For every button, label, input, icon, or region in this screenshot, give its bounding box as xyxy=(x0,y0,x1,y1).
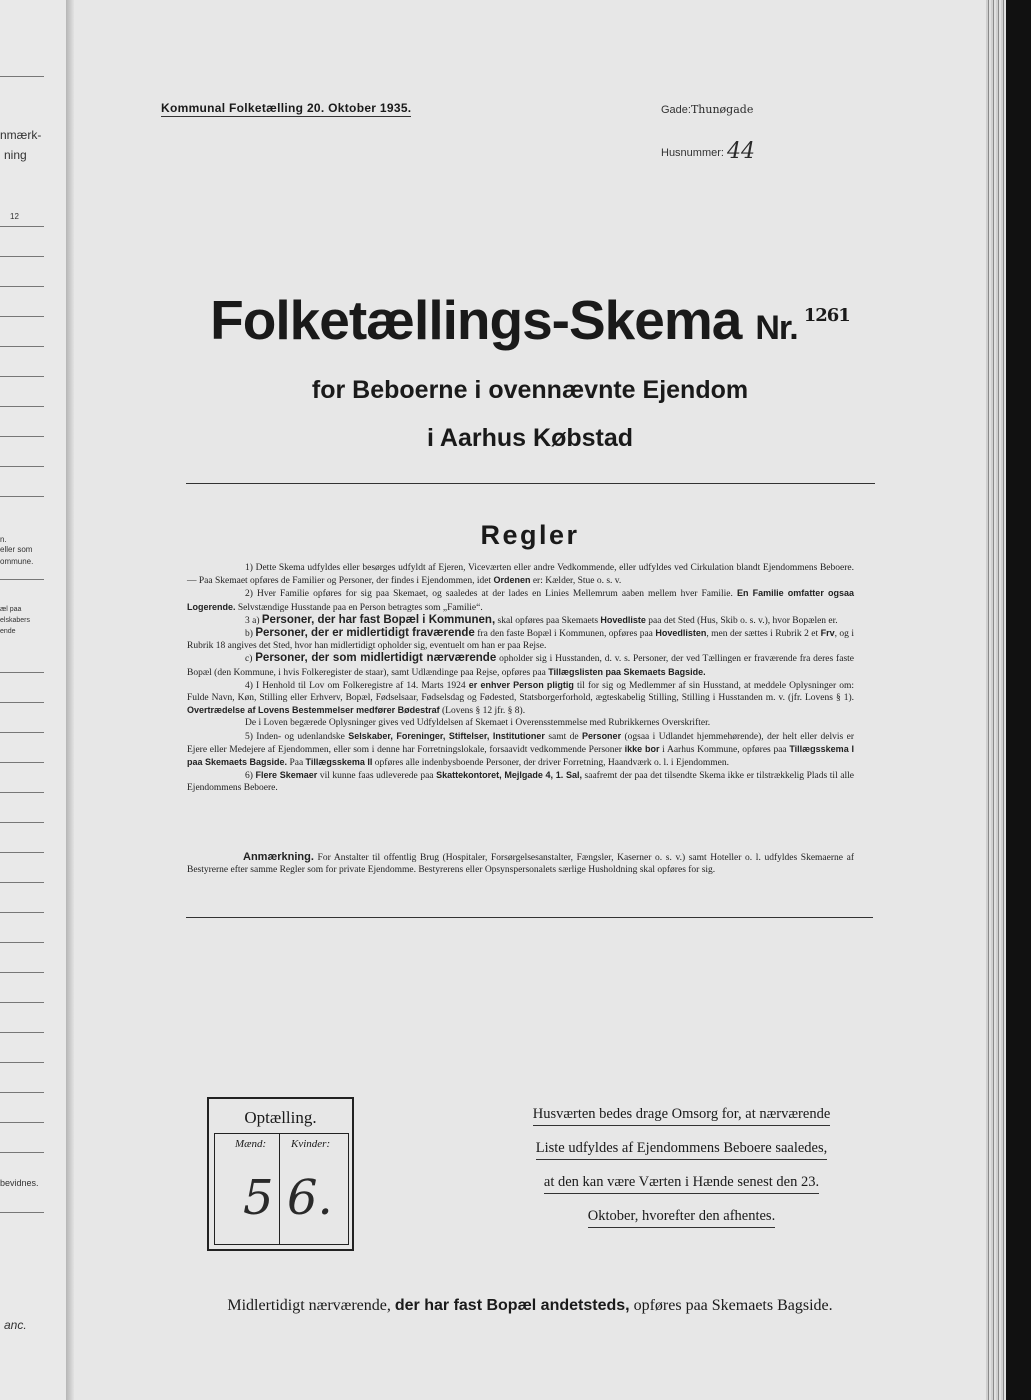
women-count: 6. xyxy=(287,1170,333,1226)
background-edge xyxy=(1006,0,1031,1400)
footer-part-2: der har fast Bopæl andetsteds, xyxy=(394,1297,630,1314)
left-rule xyxy=(0,822,44,823)
left-rule xyxy=(0,406,44,407)
rule-1: 1) Dette Skema udfyldes eller besørges udfyldt af Ejeren, Viceværten eller andre Vedkommende, eller udfyldes ved Cirkulation blandt Ejendommens Beboere. — Paa Skemaet opføres de Familier og Personer, der findes i Ejendommen, idet Ordenen er: Kælder, Stue o. s. v. xyxy=(187,563,854,587)
left-fragment: anc. xyxy=(4,1318,27,1332)
form-number-value: 1261 xyxy=(803,305,850,326)
notice-line: Oktober, hvorefter den afhentes. xyxy=(588,1208,775,1228)
rule-3a: 3 a) Personer, der har fast Bopæl i Kommunen, skal opføres paa Skemaets Hovedliste paa det Sted (Hus, Skib o. s. v.), hvor Bopælen er. xyxy=(245,613,838,626)
footer-note xyxy=(74,1297,986,1315)
form-title xyxy=(74,288,986,352)
left-rule xyxy=(0,942,44,943)
remark-lead: Anmærkning. xyxy=(243,851,314,863)
left-rule xyxy=(0,1002,44,1003)
notice-line: Husværten bedes drage Omsorg for, at nærværende xyxy=(533,1106,831,1126)
left-rule xyxy=(0,226,44,227)
left-rule xyxy=(0,436,44,437)
count-title: Optælling. xyxy=(244,1108,317,1127)
count-table xyxy=(214,1133,349,1245)
left-rule xyxy=(0,762,44,763)
form-subtitle-1: for Beboerne i ovennævnte Ejendom xyxy=(311,376,749,404)
landlord-notice xyxy=(509,1106,854,1242)
left-rule xyxy=(0,792,44,793)
street-label: Gade: xyxy=(661,104,691,116)
rules-heading: Regler xyxy=(480,520,580,550)
street-field xyxy=(661,103,753,116)
left-rule xyxy=(0,702,44,703)
left-fragment: bevidnes. xyxy=(0,1178,39,1188)
women-label: Kvinder: xyxy=(291,1138,331,1150)
left-rule xyxy=(0,579,44,580)
left-fragment: æl paa xyxy=(0,606,22,613)
left-rule xyxy=(0,1092,44,1093)
street-value: Thunøgade xyxy=(690,103,754,116)
census-date-header: Kommunal Folketælling 20. Oktober 1935. xyxy=(161,101,412,115)
men-label: Mænd: xyxy=(235,1138,267,1150)
left-rule xyxy=(0,882,44,883)
left-rule xyxy=(0,1152,44,1153)
left-rule xyxy=(0,912,44,913)
divider-bottom xyxy=(186,917,873,918)
footer-part-1: Midlertidigt nærværende, xyxy=(227,1297,395,1314)
left-rule xyxy=(0,852,44,853)
count-box xyxy=(207,1097,354,1251)
house-number-field xyxy=(661,139,755,164)
rule-3c: c) Personer, der som midlertidigt nærværende opholder sig i Husstanden, d. v. s. Personer, der ved Tællingen er fraværende fra deres faste Bopæl (den Kommune, i hvis Folkeregister de staar), samt Udlændinge paa Rejse, opføres paa Tillægslisten paa Skemaets Bagside. xyxy=(187,652,854,678)
rule-2: 2) Hver Familie opføres for sig paa Skemaet, og saaledes at der lades en Linies Mellemrum aaben mellem hver Familie. En Familie omfatter ogsaa Logerende. Selvstændige Husstande paa en Person betragtes som „Familie“. xyxy=(187,588,855,613)
left-fragment: elskabers xyxy=(0,617,30,624)
page-edges xyxy=(986,0,1006,1400)
left-fragment: nmærk- xyxy=(0,128,42,142)
left-rule xyxy=(0,496,44,497)
notice-line: at den kan være Værten i Hænde senest den 23. xyxy=(544,1174,819,1194)
form-title-text: Folketællings-Skema xyxy=(210,289,742,351)
census-form-page xyxy=(74,0,986,1400)
rule-4: 4) I Henhold til Lov om Folkeregistre af 14. Marts 1924 er enhver Person pligtig til for sig og Medlemmer af sin Husstand, at meddele Oplysninger om: Fulde Navn, Køn, Stilling eller Erhverv, Bopæl, Fødselsaar, Fødselsdag og Fødested, Statsborgerforhold, ægteskabelig Stilling, Stilling i Husstanden m. v. (jfr. Lovens § 1). Overtrædelse af Lovens Bestemmelser medfører Bødestraf (Lovens § 12 jfr. § 8). xyxy=(187,679,855,717)
book-spine xyxy=(66,0,74,1400)
men-count: 5 xyxy=(243,1170,274,1226)
notice-line: Liste udfyldes af Ejendommens Beboere saaledes, xyxy=(536,1140,828,1160)
form-number-label: Nr. xyxy=(755,309,798,347)
rule-3b: b) Personer, der er midlertidigt fraværende fra den faste Bopæl i Kommunen, opføres paa Hovedlisten, men der sættes i Rubrik 2 et Frv, og i Rubrik 18 angives det Sted, hvor han midlertidigt opholder sig, eventuelt om han er paa Rejse. xyxy=(187,627,854,652)
house-number-value: 44 xyxy=(727,139,756,164)
left-rule xyxy=(0,256,44,257)
left-rule xyxy=(0,972,44,973)
rule-4-note: De i Loven begærede Oplysninger gives ved Udfyldelsen af Skemaet i Overensstemmelse med Rubrikkernes Overskrifter. xyxy=(245,718,711,729)
left-fragment: 12 xyxy=(10,212,19,221)
left-page-strip xyxy=(0,0,69,1400)
left-rule xyxy=(0,76,44,77)
count-divider xyxy=(279,1134,280,1244)
left-rule xyxy=(0,286,44,287)
left-fragment: ning xyxy=(4,148,27,162)
left-rule xyxy=(0,672,44,673)
left-rule xyxy=(0,316,44,317)
left-fragment: eller som xyxy=(0,545,33,554)
left-rule xyxy=(0,1032,44,1033)
remark-text: For Anstalter til offentlig Brug (Hospitaler, Forsørgelsesanstalter, Fængsler, Kaserner o. s. v.) samt Hoteller o. l. udfyldes Skemaerne af Bestyrerne efter samme Regler som for private Ejendomme. Bestyrerens eller Opsynspersonalets særlige Husholdning skal opføres for sig. xyxy=(187,853,854,876)
left-rule xyxy=(0,1062,44,1063)
left-rule xyxy=(0,466,44,467)
footer-part-3: opføres paa Skemaets Bagside. xyxy=(629,1297,833,1314)
remark-block xyxy=(187,851,854,876)
rule-6: 6) Flere Skemaer vil kunne faas udleverede paa Skattekontoret, Mejlgade 4, 1. Sal, saafremt der paa det tilsendte Skema ikke er tilstrækkelig Plads til alle Ejendommens Beboere. xyxy=(187,770,855,794)
rule-5: 5) Inden- og udenlandske Selskaber, Foreninger, Stiftelser, Institutioner samt de Personer (ogsaa i Udlandet hjemmehørende), der helt eller delvis er Ejere eller Medejere af Ejendommen, eller som i denne har Forretningslokale, forsaavidt vedkommende Personer ikke bor i Aarhus Kommune, opføres paa Tillægsskema I paa Skemaets Bagside. Paa Tillægsskema II opføres alle indenbysboende Personer, der driver Forretning, Haandværk o. l. i Ejendommen. xyxy=(187,730,855,769)
left-rule xyxy=(0,346,44,347)
left-rule xyxy=(0,732,44,733)
left-fragment: ende xyxy=(0,628,16,635)
left-rule xyxy=(0,1212,44,1213)
divider-top xyxy=(186,483,875,484)
house-number-label: Husnummer: xyxy=(661,147,724,159)
left-fragment: ommune. xyxy=(0,557,34,566)
left-rule xyxy=(0,1122,44,1123)
left-rule xyxy=(0,376,44,377)
left-fragment: n. xyxy=(0,535,7,544)
form-subtitle-2: i Aarhus Købstad xyxy=(426,424,634,452)
rules-body xyxy=(187,562,854,795)
